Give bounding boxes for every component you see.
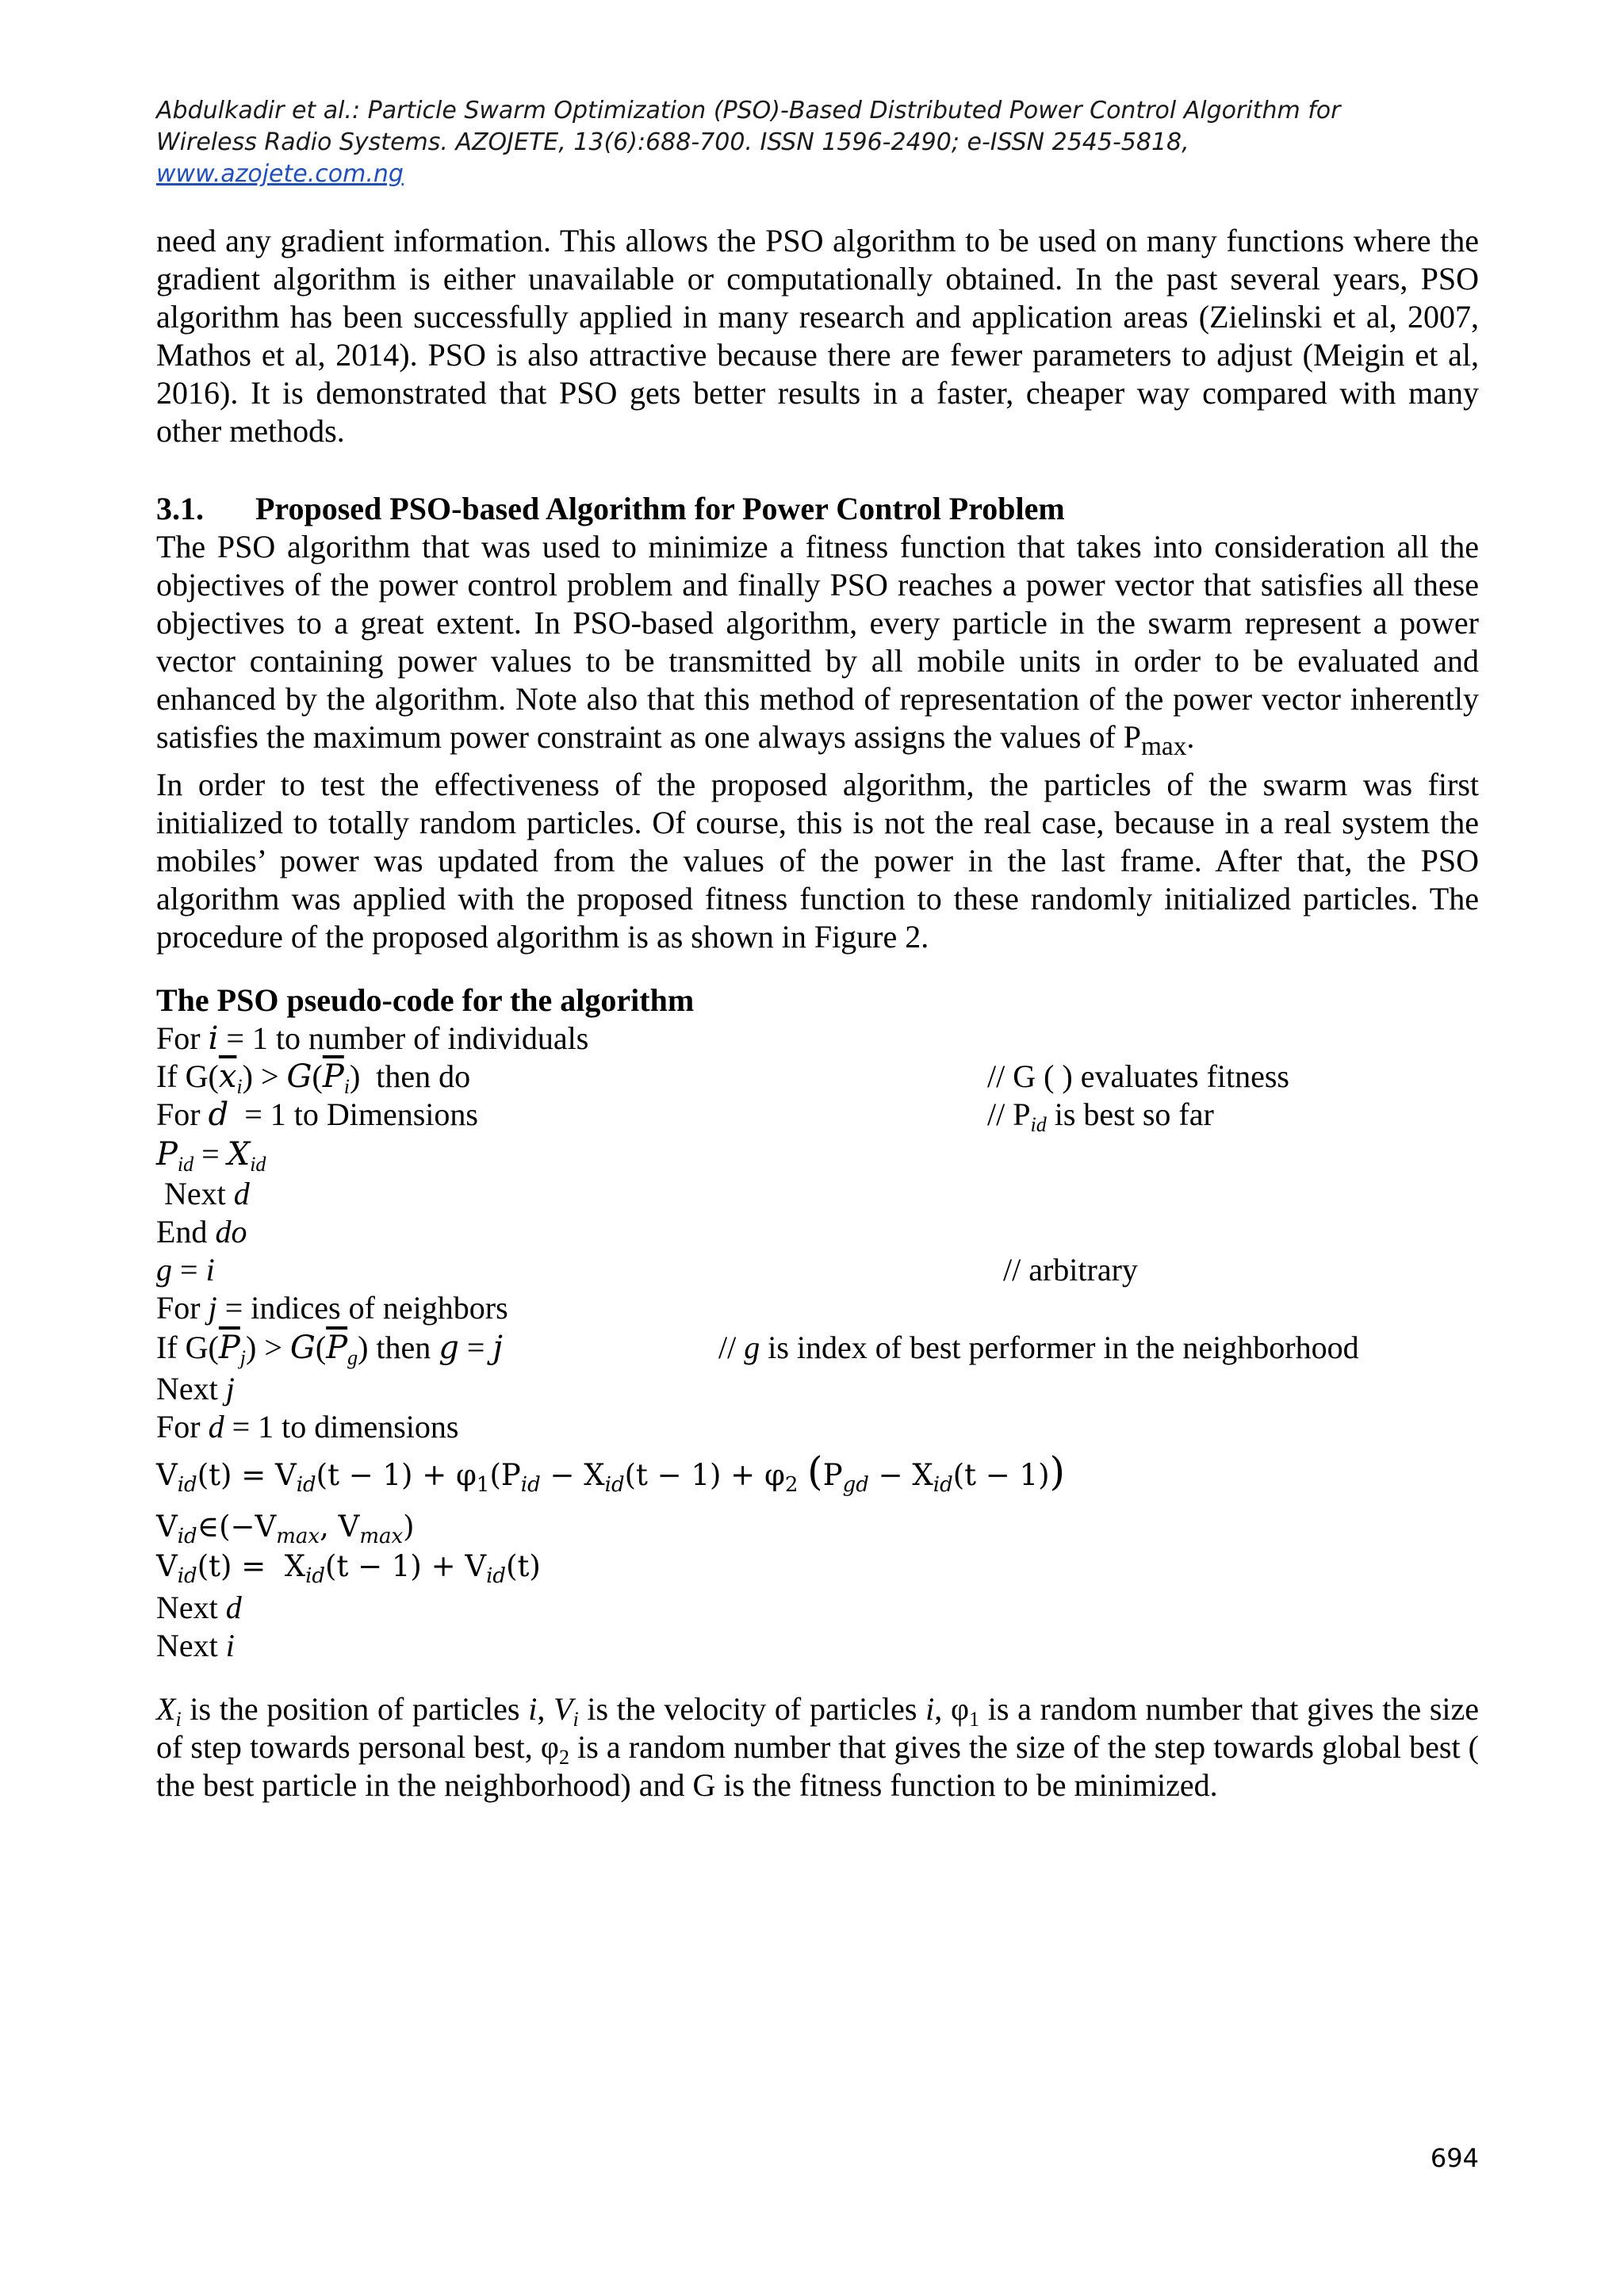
section-title: Proposed PSO-based Algorithm for Power Control Problem — [255, 491, 1065, 526]
pseudocode-line-next-j: Next j — [156, 1371, 235, 1406]
pseudocode-line-for-i: For i = 1 to number of individuals — [156, 1020, 589, 1057]
section-heading — [156, 490, 1065, 528]
section-paragraph-2: In order to test the effectiveness of the proposed algorithm, the particles of the swarm was first initialized to totally random particles. Of course, this is not the real case, because in a real system the mobiles’ power was updated from the values of the power in the last frame. After that, the PSO algorithm was applied with the proposed fitness function to these randomly initialized particles. The procedure of the proposed algorithm is as shown in Figure 2. — [156, 767, 1479, 955]
pseudocode-line-for-j: For j = indices of neighbors — [156, 1290, 508, 1326]
comment-evaluates-fitness: // G ( ) evaluates fitness — [987, 1058, 1289, 1094]
pseudocode-title: The PSO pseudo-code for the algorithm — [156, 982, 695, 1018]
comment-best-performer: // g is index of best performer in the neighborhood — [718, 1330, 1359, 1365]
pseudocode-line-if-g: If $G(\overline{x}_i) > G(\overline{P}_i)$ then do — [156, 1058, 471, 1098]
journal-link[interactable]: www.azojete.com.ng — [156, 160, 404, 188]
pseudocode-line-if-g2: If $G(\overline{P}_j) > G(\overline{P}_g)$ then g = j — [156, 1330, 503, 1369]
pseudocode-line-next-i: Next i — [156, 1628, 235, 1663]
pseudocode-line-end-do: End do — [156, 1214, 247, 1249]
position-update-equation: $V_{id}(t) = X_{id}(t - 1) + V_{id}(t)$ — [156, 1549, 541, 1588]
running-header — [156, 95, 1488, 190]
pseudocode-line-assign-p: $P_{id} = X_{id}$ — [156, 1136, 266, 1176]
header-line-2: Wireless Radio Systems. AZOJETE, 13(6):688-700. ISSN 1596-2490; e-ISSN 2545-5818, — [156, 128, 1189, 156]
symbol-definitions: $X_i$ is the position of particles i, $V_i$ is the velocity of particles i, $\varphi_1$ is a random number that gives the size of step towards personal best, $\varphi_2$ is a random number that gives the size of the step towards global best ( the best particle in the neighborhood) and G is the fitness function to be minimized. — [156, 1691, 1480, 1803]
pseudocode-line-for-d2: For d = 1 to dimensions — [156, 1409, 459, 1445]
page-number: 694 — [1430, 2143, 1479, 2173]
pseudocode-line-for-d: For d = 1 to Dimensions — [156, 1096, 478, 1133]
comment-arbitrary: // arbitrary — [1003, 1252, 1138, 1288]
intro-paragraph: need any gradient information. This allows the PSO algorithm to be used on many functions where the gradient algorithm is either unavailable or computationally obtained. In the past several years, PSO algorithm has been successfully applied in many research and application areas (Zielinski et al, 2007, Mathos et al, 2014). PSO is also attractive because there are fewer parameters to adjust (Meigin et al, 2016). It is demonstrated that PSO gets better results in a faster, cheaper way compared with many other methods. — [156, 223, 1479, 449]
section-body — [156, 528, 1479, 956]
pseudocode-line-next-d2: Next d — [156, 1590, 242, 1625]
pseudocode-line-g-eq-i: g = i — [156, 1252, 215, 1288]
comment-best-so-far: // $P_{id}$ is best so far — [987, 1096, 1214, 1136]
section-number: 3.1. — [156, 491, 204, 526]
pseudocode-line-next-d: Next d — [164, 1176, 250, 1211]
header-line-1: Abdulkadir et al.: Particle Swarm Optimization (PSO)-Based Distributed Power Control Algorithm for — [156, 97, 1341, 124]
section-paragraph-1: The PSO algorithm that was used to minimize a fitness function that takes into consideration all the objectives of the power control problem and finally PSO reaches a power vector that satisfies all these objectives to a great extent. In PSO-based algorithm, every particle in the swarm represent a power vector containing power values to be transmitted by all mobile units in order to be evaluated and enhanced by the algorithm. Note also that this method of representation of the power vector inherently satisfies the maximum power constraint as one always assigns the values of $P_{max}$. — [156, 529, 1479, 761]
velocity-update-equation: $V_{id}(t) = V_{id}(t - 1) + \varphi_1(P_{id} - X_{id}(t - 1) + \varphi_2$ $(P_{gd} - X_{id}(t - 1))$ — [156, 1448, 1066, 1497]
velocity-bound-equation: $V_{id}\in(-V_{max}$, $V_{max}$) — [156, 1510, 415, 1548]
